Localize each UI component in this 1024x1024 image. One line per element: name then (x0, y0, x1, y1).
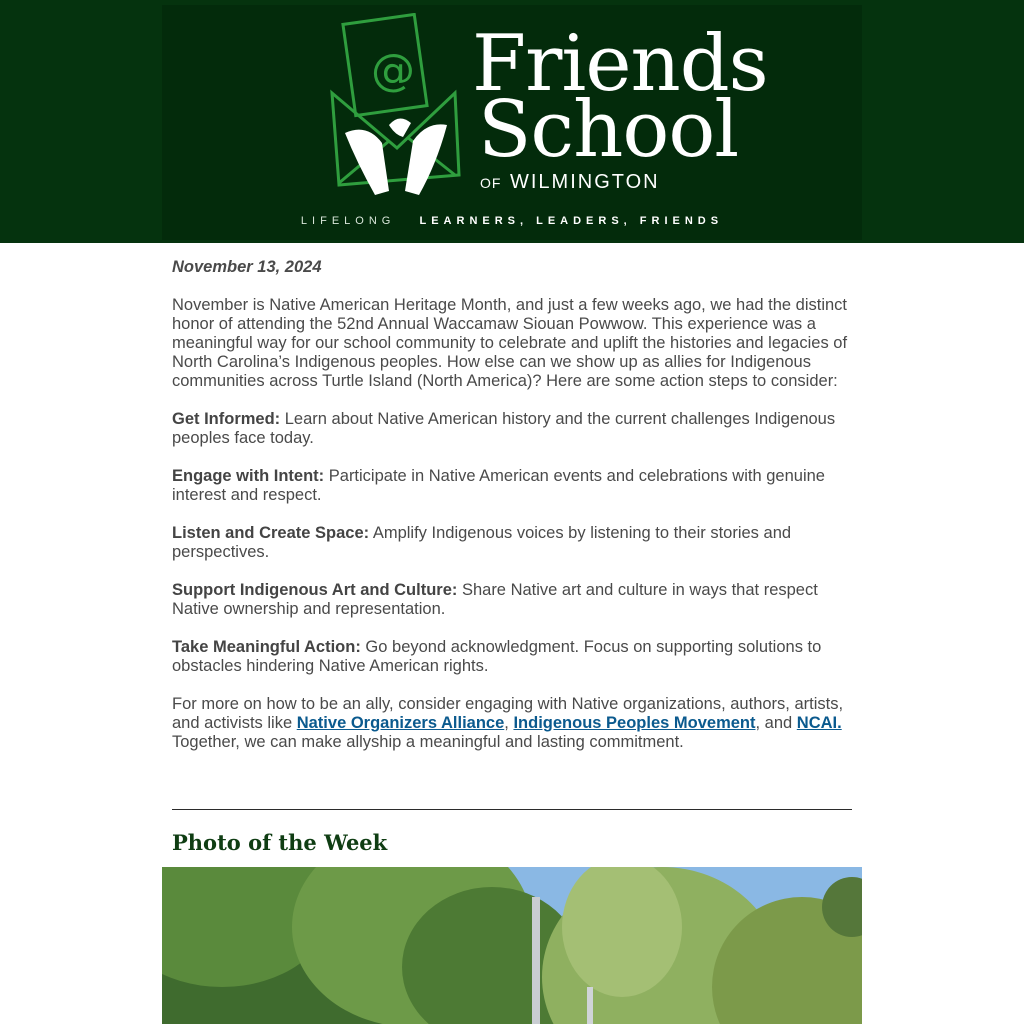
action-step-title: Engage with Intent: (172, 467, 325, 485)
action-step (172, 524, 856, 562)
brand-wordmark-place: WILMINGTON (510, 171, 660, 193)
article-date: November 13, 2024 (172, 258, 322, 276)
action-step-text: Share Native art and culture in ways that respect Native ownership and representation. (172, 581, 818, 618)
closing-separator: , (504, 714, 514, 732)
brand-wordmark-school: School (478, 85, 739, 175)
action-step-title: Get Informed: (172, 410, 281, 428)
closing-separator: , and (755, 714, 797, 732)
article-closing (172, 695, 856, 752)
action-step-text: Go beyond acknowledgment. Focus on supporting solutions to obstacles hindering Native American rights. (172, 638, 822, 675)
action-step-text: Amplify Indigenous voices by listening to their stories and perspectives. (172, 524, 792, 561)
article-body (172, 256, 856, 771)
indigenous-peoples-movement-link[interactable]: Indigenous Peoples Movement (513, 714, 756, 732)
ncai-link[interactable]: NCAI. (796, 714, 842, 732)
brand-wordmark-of: OF (480, 175, 502, 191)
svg-text:@: @ (371, 45, 415, 96)
tagline (162, 215, 862, 227)
native-organizers-alliance-link[interactable]: Native Organizers Alliance (296, 714, 505, 732)
action-step-title: Take Meaningful Action: (172, 638, 361, 656)
action-step-text: Learn about Native American history and the current challenges Indigenous peoples face today. (172, 410, 836, 447)
action-step (172, 410, 856, 448)
article-intro: November is Native American Heritage Month, and just a few weeks ago, we had the distinct honor of attending the 52nd Annual Waccamaw Siouan Powwow. This experience was a meaningful way for our school community to celebrate and uplift the histories and legacies of North Carolina’s Indigenous peoples. How else can we show up as allies for Indigenous communities across Turtle Island (North America)? Here are some action steps to consider: (172, 296, 848, 390)
tagline-bold: LEARNERS, LEADERS, FRIENDS (419, 215, 724, 227)
photo-of-the-week-image (162, 867, 862, 1024)
action-step-text: Participate in Native American events and celebrations with genuine interest and respect. (172, 467, 825, 504)
closing-text-before: For more on how to be an ally, consider engaging with Native organizations, authors, artists, and activists like (172, 695, 844, 732)
header-band (0, 0, 1024, 243)
section-divider (172, 809, 852, 810)
action-step (172, 638, 856, 676)
action-step (172, 581, 856, 619)
brand-wordmark-friends: Friends (472, 19, 768, 109)
tagline-light: LIFELONG (300, 215, 396, 227)
action-step-title: Listen and Create Space: (172, 524, 370, 542)
header-logo-block (162, 5, 862, 240)
action-step-title: Support Indigenous Art and Culture: (172, 581, 458, 599)
action-step (172, 467, 856, 505)
envelope-at-doves-icon (327, 13, 467, 203)
photo-scene (162, 867, 862, 1024)
closing-text-after: Together, we can make allyship a meaningful and lasting commitment. (172, 733, 684, 751)
photo-of-the-week-heading: Photo of the Week (172, 830, 388, 855)
